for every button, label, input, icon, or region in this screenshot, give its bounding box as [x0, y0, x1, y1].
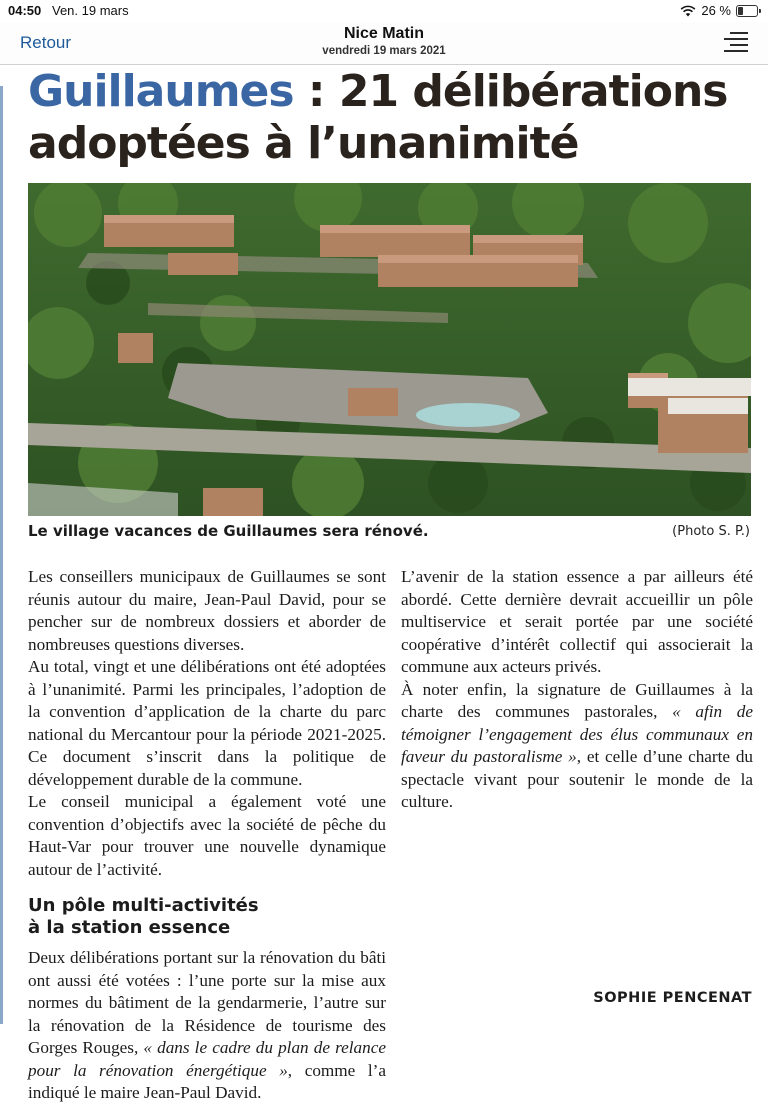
- article-headline: [28, 66, 748, 170]
- publication-title: Nice Matin: [343, 25, 424, 42]
- article-paragraph: Le conseil municipal a également voté une convention d’objectifs avec la société de pêche du Haut-Var pour trouver une nouvelle dynamique autour de l’activité.: [28, 792, 386, 879]
- headline-text: : 21 délibérations adoptées à l’unanimité: [28, 66, 728, 169]
- article-subheading: [28, 895, 386, 939]
- article-paragraph: [401, 679, 753, 814]
- nav-bar: [0, 22, 768, 65]
- status-bar: [0, 0, 768, 22]
- menu-icon[interactable]: [724, 32, 748, 52]
- article-quote: « dans le cadre du plan de relance pour la rénovation énergétique »: [28, 1038, 386, 1080]
- paragraph-text: Deux délibérations portant sur la rénovation du bâti ont aussi été votées : l’une porte sur la mise aux normes du bâtiment de la gendarmerie, l’autre sur la rénovation de la Résidence de tourisme des Gorges Rouges,: [28, 948, 386, 1057]
- article-byline: SOPHIE PENCENAT: [593, 990, 752, 1006]
- photo-credit: (Photo S. P.): [672, 524, 750, 539]
- article-photo[interactable]: [28, 183, 751, 516]
- article-quote: « afin de témoigner l’engagement des élus communaux en faveur du pastoralisme »: [401, 702, 753, 766]
- battery-percent: 26 %: [701, 3, 731, 18]
- paragraph-text: À noter enfin, la signature de Guillaumes à la charte des communes pastorales,: [401, 679, 753, 721]
- status-time: 04:50: [8, 3, 42, 18]
- paragraph-text: , et celle d’une charte du spectacle vivant pour soutenir le monde de la culture.: [401, 747, 754, 811]
- article-paragraph: L’avenir de la station essence a par ailleurs été abordé. Cette dernière devrait accueillir un pôle multiservice et serait portée par une société coopérative d’intérêt collectif qui associerait la commune aux acteurs privés.: [401, 567, 753, 676]
- back-button[interactable]: Retour: [20, 33, 72, 52]
- article-column-right: [401, 566, 753, 814]
- photo-caption: Le village vacances de Guillaumes sera rénové.: [28, 522, 429, 540]
- status-date: Ven. 19 mars: [52, 3, 129, 18]
- publication-date: vendredi 19 mars 2021: [322, 45, 446, 57]
- paragraph-text: , comme l’a indiqué le maire Jean-Paul David.: [28, 1060, 387, 1102]
- subheading-line: à la station essence: [28, 917, 231, 938]
- article-paragraph: Au total, vingt et une délibérations ont été adoptées à l’unanimité. Parmi les principales, l’adoption de la convention d’application de la charte du parc national du Mercantour pour la période 2021-2025. Ce document s’inscrit dans la politique de développement durable de la commune.: [28, 657, 386, 789]
- wifi-icon: [680, 5, 696, 17]
- battery-icon: [736, 5, 758, 17]
- headline-place: Guillaumes: [28, 66, 294, 117]
- article-paragraph: Les conseillers municipaux de Guillaumes se sont réunis autour du maire, Jean-Paul David, pour se pencher sur de nombreux dossiers et aborder de nombreuses questions diverses.: [28, 567, 386, 654]
- article-paragraph: [28, 947, 386, 1105]
- subheading-line: Un pôle multi-activités: [28, 895, 259, 916]
- status-right: [680, 3, 758, 18]
- page-edge-rule: [0, 86, 3, 1024]
